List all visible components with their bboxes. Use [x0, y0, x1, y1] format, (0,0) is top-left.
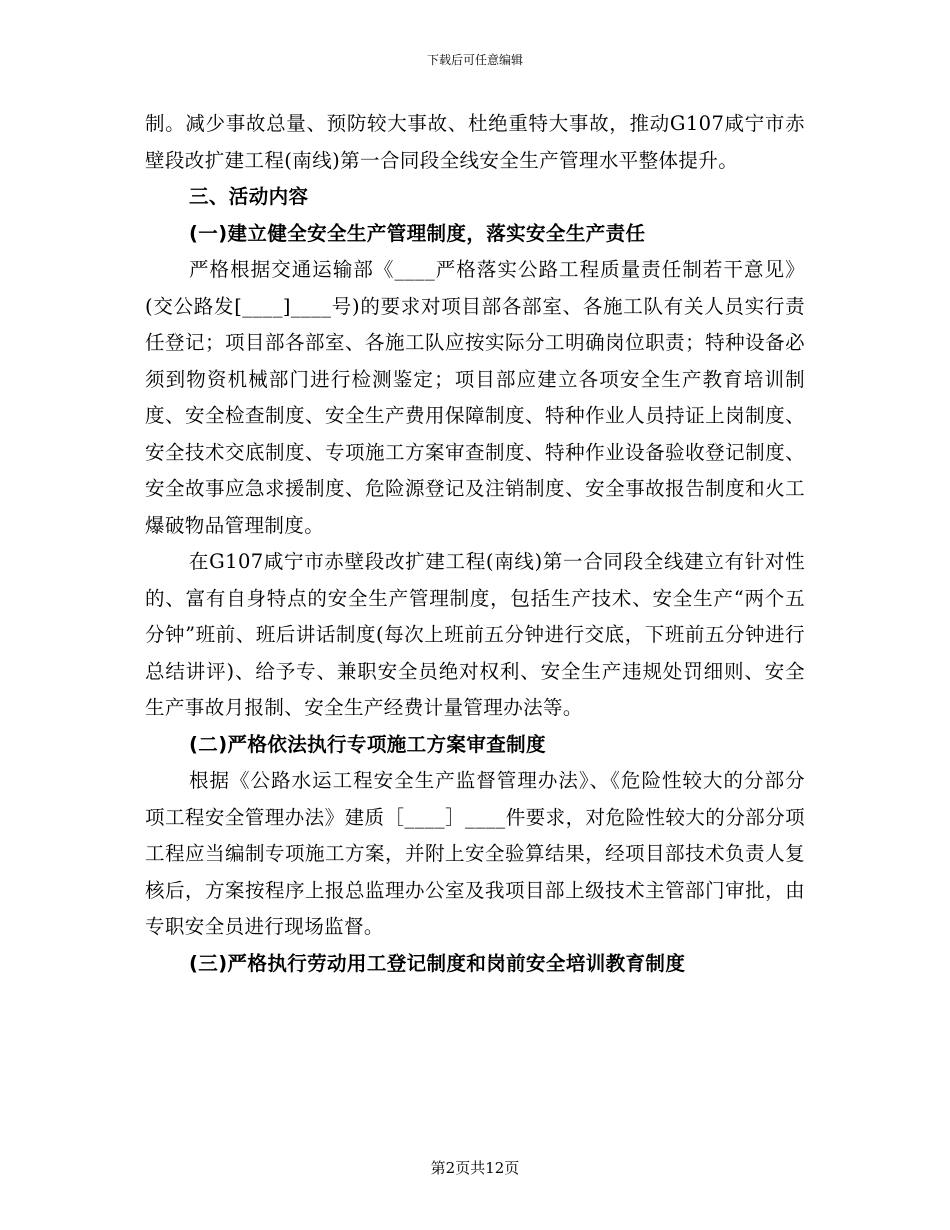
page-footer: 第2页共12页 — [430, 1159, 520, 1177]
document-body — [145, 106, 805, 982]
paragraph-targeted-system: 在G107咸宁市赤壁段改扩建工程(南线)第一合同段全线建立有针对性的、富有自身特点的安全生产管理制度，包括生产技术、安全生产“两个五分钟”班前、班后讲话制度(每次上班前五分钟进行交底，下班前五分钟进行总结讲评)、给予专、兼职安全员绝对权利、安全生产违规处罚细则、安全生产事故月报制、安全生产经费计量管理办法等。 — [145, 550, 805, 719]
page-header: 下载后可任意编辑 — [426, 53, 523, 67]
subsection-heading-management-system: (一)建立健全安全生产管理制度，落实安全生产责任 — [189, 221, 646, 245]
paragraph-goal-continuation: 制。减少事故总量、预防较大事故、杜绝重特大事故，推动G107咸宁市赤壁段改扩建工程(南线)第一合同段全线安全生产管理水平整体提升。 — [145, 112, 805, 172]
subsection-heading-special-plan-review: (二)严格依法执行专项施工方案审查制度 — [189, 732, 546, 756]
paragraph-responsibility-registration: 严格根据交通运输部《____严格落实公路工程质量责任制若干意见》(交公路发[____]____号)的要求对项目部各部室、各施工队有关人员实行责任登记；项目部各部室、各施工队应按实际分工明确岗位职责；特种设备必须到物资机械部门进行检测鉴定；项目部应建立各项安全生产教育培训制度、安全检查制度、安全生产费用保障制度、特种作业人员持证上岗制度、安全技术交底制度、专项施工方案审查制度、特种作业设备验收登记制度、安全故事应急求援制度、危险源登记及注销制度、安全事故报告制度和火工爆破物品管理制度。 — [145, 258, 805, 537]
paragraph-special-plan-review: 根据《公路水运工程安全生产监督管理办法》、《危险性较大的分部分项工程安全管理办法》建质［____］____件要求，对危险性较大的分部分项工程应当编制专项施工方案，并附上安全验算结果，经项目部技术负责人复核后，方案按程序上报总监理办公室及我项目部上级技术主管部门审批，由专职安全员进行现场监督。 — [145, 769, 805, 938]
section-heading-activity-content: 三、活动内容 — [189, 185, 309, 208]
subsection-heading-labor-registration: (三)严格执行劳动用工登记制度和岗前安全培训教育制度 — [189, 951, 686, 975]
